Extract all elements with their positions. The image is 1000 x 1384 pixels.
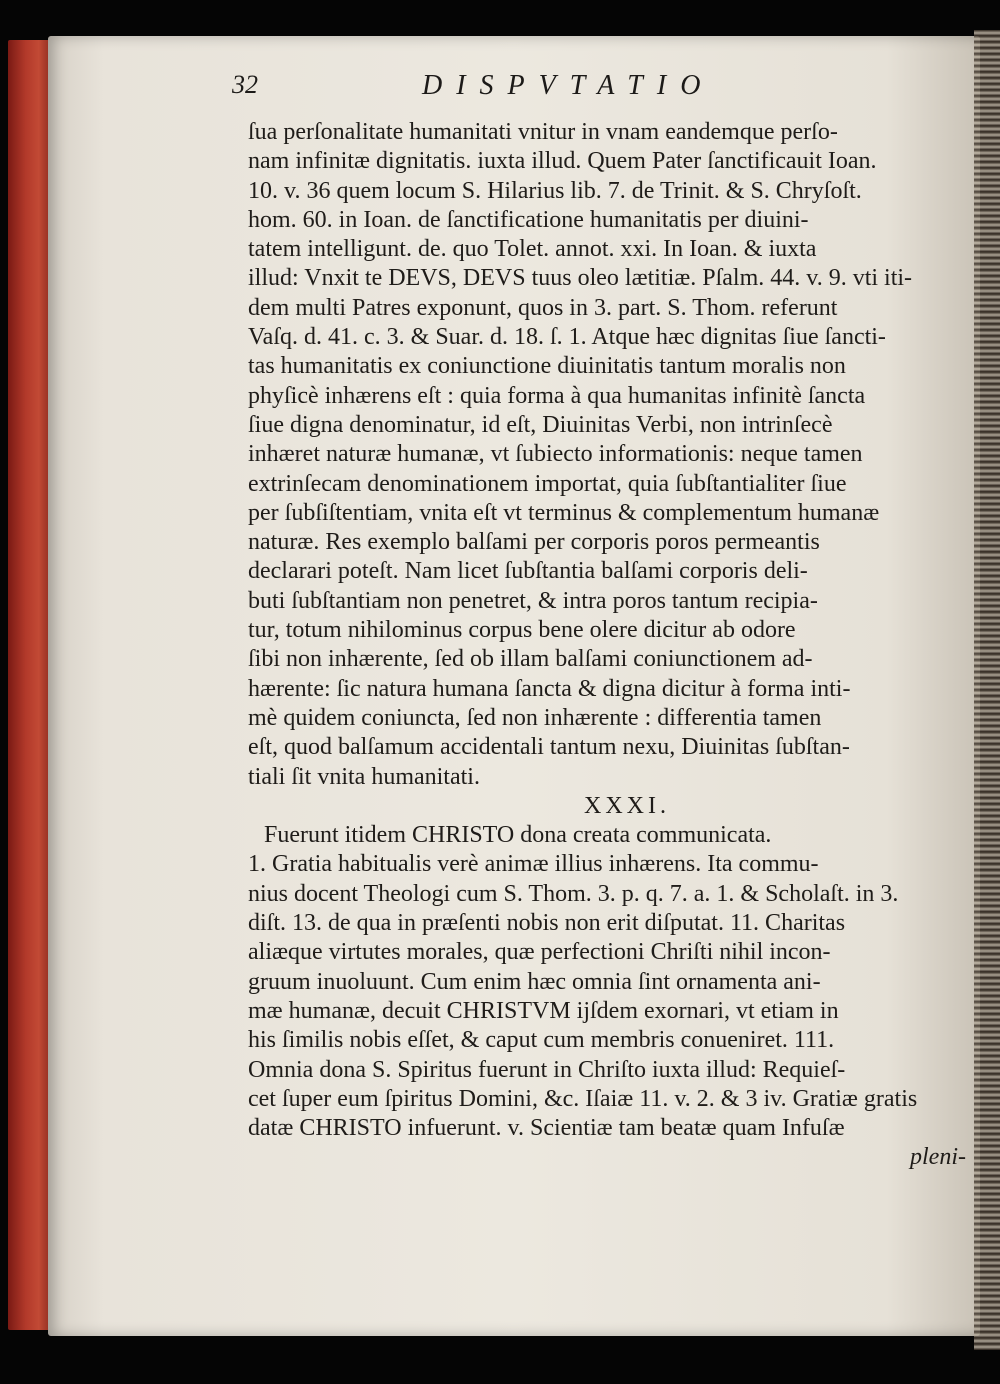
page-stack-edge (974, 30, 1000, 1350)
text-line: datæ CHRISTO infuerunt. v. Scientiæ tam beatæ quam Infuſæ (248, 1115, 845, 1142)
text-line: Vaſq. d. 41. c. 3. & Suar. d. 18. ſ. 1. Atque hæc dignitas ſiue ſancti- (248, 324, 886, 351)
text-line: hærente: ſic natura humana ſancta & digna dicitur à forma inti- (248, 675, 851, 702)
text-line: ſiue digna denominatur, id eſt, Diuinitas Verbi, non intrinſecè (248, 411, 833, 438)
text-line: diſt. 13. de qua in præſenti nobis non erit diſputat. 11. Charitas (248, 910, 846, 937)
text-line: phyſicè inhærens eſt : quia forma à qua humanitas infinitè ſancta (248, 382, 866, 409)
text-line: Omnia dona S. Spiritus fuerunt in Chriſto iuxta illud: Requieſ- (248, 1056, 846, 1083)
running-title: DISPVTATIO (422, 70, 715, 101)
catchword: pleni- (910, 1144, 966, 1171)
text-line: nius docent Theologi cum S. Thom. 3. p. q. 7. a. 1. & Scholaſt. in 3. (248, 880, 899, 907)
text-line: buti ſubſtantiam non penetret, & intra poros tantum recipia- (248, 587, 818, 614)
text-line: gruum inuoluunt. Cum enim hæc omnia ſint ornamenta ani- (248, 968, 821, 995)
text-line: his ſimilis nobis eſſet, & caput cum membris conueniret. 111. (248, 1027, 835, 1054)
text-line: hom. 60. in Ioan. de ſanctificatione humanitatis per diuini- (248, 206, 809, 233)
body-text (248, 118, 966, 1173)
text-line: dem multi Patres exponunt, quos in 3. part. S. Thom. referunt (248, 294, 838, 321)
text-line: tiali ſit vnita humanitati. (248, 763, 480, 790)
text-line: ſua perſonalitate humanitati vnitur in vnam eandemque perſo- (248, 119, 838, 145)
page-number: 32 (232, 70, 258, 99)
text-line: 1. Gratia habitualis verè animæ illius inhærens. Ita commu- (248, 851, 819, 878)
text-line: eſt, quod balſamum accidentali tantum nexu, Diuinitas ſubſtan- (248, 734, 850, 761)
text-line: per ſubſiſtentiam, vnita eſt vt terminus & complementum humanæ (248, 499, 880, 526)
red-page-edge (8, 40, 52, 1330)
text-line: inhæret naturæ humanæ, vt ſubiecto informationis: neque tamen (248, 441, 863, 468)
text-line: 10. v. 36 quem locum S. Hilarius lib. 7. de Trinit. & S. Chryſoſt. (248, 177, 862, 204)
text-line: tur, totum nihilominus corpus bene olere dicitur ab odore (248, 617, 796, 644)
text-line: tatem intelligunt. de. quo Tolet. annot. xxi. In Ioan. & iuxta (248, 236, 817, 263)
text-line: naturæ. Res exemplo balſami per corporis poros permeantis (248, 529, 820, 556)
text-line: mæ humanæ, decuit CHRISTVM ijſdem exornari, vt etiam in (248, 997, 839, 1024)
text-line: extrinſecam denominationem importat, quia ſubſtantialiter ſiue (248, 470, 847, 497)
page-header (232, 70, 792, 110)
text-line: ſibi non inhærente, ſed ob illam balſami coniunctionem ad- (248, 646, 813, 673)
text-line: Fuerunt itidem CHRISTO dona creata communicata. (264, 822, 772, 849)
text-line: tas humanitatis ex coniunctione diuinitatis tantum moralis non (248, 353, 846, 380)
text-line: mè quidem coniuncta, ſed non inhærente : differentia tamen (248, 704, 822, 731)
section-heading: XXXI. (584, 792, 670, 819)
text-line: declarari poteſt. Nam licet ſubſtantia balſami corporis deli- (248, 558, 808, 585)
text-line: aliæque virtutes morales, quæ perfectioni Chriſti nihil incon- (248, 939, 831, 966)
text-line: cet ſuper eum ſpiritus Domini, &c. Iſaiæ 11. v. 2. & 3 iv. Gratiæ gratis (248, 1085, 918, 1112)
text-line: illud: Vnxit te DEVS, DEVS tuus oleo lætitiæ. Pſalm. 44. v. 9. vti iti- (248, 265, 913, 292)
text-line: nam infinitæ dignitatis. iuxta illud. Quem Pater ſanctificauit Ioan. (248, 148, 877, 175)
